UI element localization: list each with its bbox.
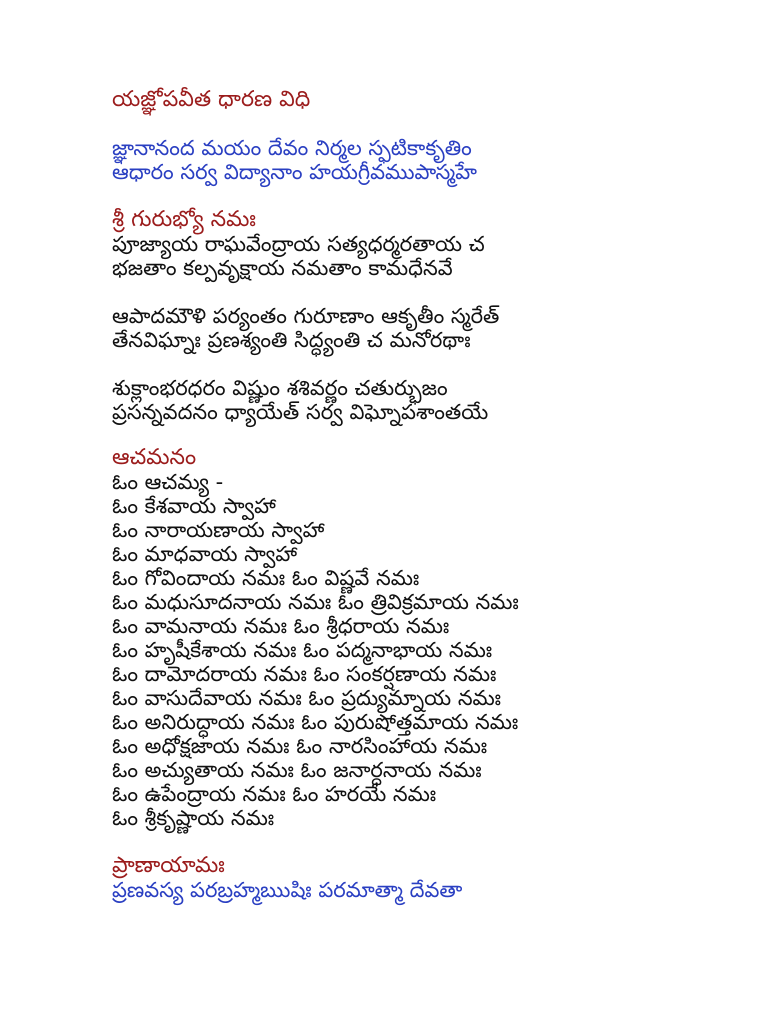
spacer	[112, 830, 752, 854]
mantra-line: ఓం గోవిందాయ నమః ఓం విష్ణవే నమః	[112, 566, 420, 590]
verse-line: భజతాం కల్పవృక్షాయ నమతాం కామధేనవే	[112, 256, 453, 280]
verse-line: ప్రసన్నవదనం ధ్యాయేత్ సర్వ విఘ్నోపశాంతయే	[112, 400, 489, 424]
mantra-line: ఓం కేశవాయ స్వాహా	[112, 494, 276, 518]
mantra-line: ఓం అనిరుద్ధాయ నమః ఓం పురుషోత్తమాయ నమః	[112, 710, 519, 734]
achamanam-heading: ఆచమనం	[112, 445, 197, 470]
mantra-line: ఓం ఉపేంద్రాయ నమః ఓం హరయే నమః	[112, 782, 437, 806]
mantra-line: ఓం శ్రీకృష్ణాయ నమః	[112, 806, 275, 830]
document-page	[112, 88, 752, 902]
verse-line: పూజ్యాయ రాఘవేంద్రాయ సత్యధర్మరతాయ చ	[112, 232, 485, 256]
mantra-line: ఓం మధుసూదనాయ నమః ఓం త్రివిక్రమాయ నమః	[112, 590, 519, 614]
mantra-line: ఓం హృషీకేశాయ నమః ఓం పద్మనాభాయ నమః	[112, 638, 493, 662]
mantra-line: ఓం దామోదరాయ నమః ఓం సంకర్షణాయ నమః	[112, 662, 497, 686]
pranayama-line: ప్రణవస్య పరబ్రహ్మఋషిః పరమాత్మా దేవతా	[112, 878, 463, 902]
guru-heading: శ్రీ గురుభ్యో నమః	[112, 207, 256, 232]
pranayama-heading: ప్రాణాయామః	[112, 853, 225, 878]
spacer	[112, 352, 752, 376]
document-title: యజ్ఞోపవీత ధారణ విధి	[112, 87, 311, 112]
mantra-line: ఓం ఆచమ్య -	[112, 470, 224, 494]
mantra-line: ఓం వాసుదేవాయ నమః ఓం ప్రద్యుమ్నాయ నమః	[112, 686, 501, 710]
invocation-line: ఆధారం సర్వ విద్యానాం హయగ్రీవముపాస్మహే	[112, 160, 477, 184]
mantra-line: ఓం మాధవాయ స్వాహా	[112, 542, 298, 566]
verse-line: శుక్లాంభరధరం విష్ణుం శశివర్ణం చతుర్భుజం	[112, 376, 448, 400]
verse-line: తేనవిఘ్నాః ప్రణశ్యంతి సిద్ధ్యంతి చ మనోరథాః	[112, 328, 471, 352]
spacer	[112, 184, 752, 208]
spacer	[112, 112, 752, 136]
spacer	[112, 280, 752, 304]
spacer	[112, 424, 752, 446]
mantra-line: ఓం అధోక్షజాయ నమః ఓం నారసింహాయ నమః	[112, 734, 488, 758]
mantra-line: ఓం నారాయణాయ స్వాహా	[112, 518, 325, 542]
mantra-line: ఓం అచ్యుతాయ నమః ఓం జనార్ధనాయ నమః	[112, 758, 482, 782]
verse-line: ఆపాదమౌళి పర్యంతం గురూణాం ఆకృతీం స్మరేత్	[112, 304, 500, 328]
mantra-line: ఓం వామనాయ నమః ఓం శ్రీధరాయ నమః	[112, 614, 450, 638]
invocation-line: జ్ఞానానంద మయం దేవం నిర్మల స్ఫటికాకృతిం	[112, 136, 472, 160]
